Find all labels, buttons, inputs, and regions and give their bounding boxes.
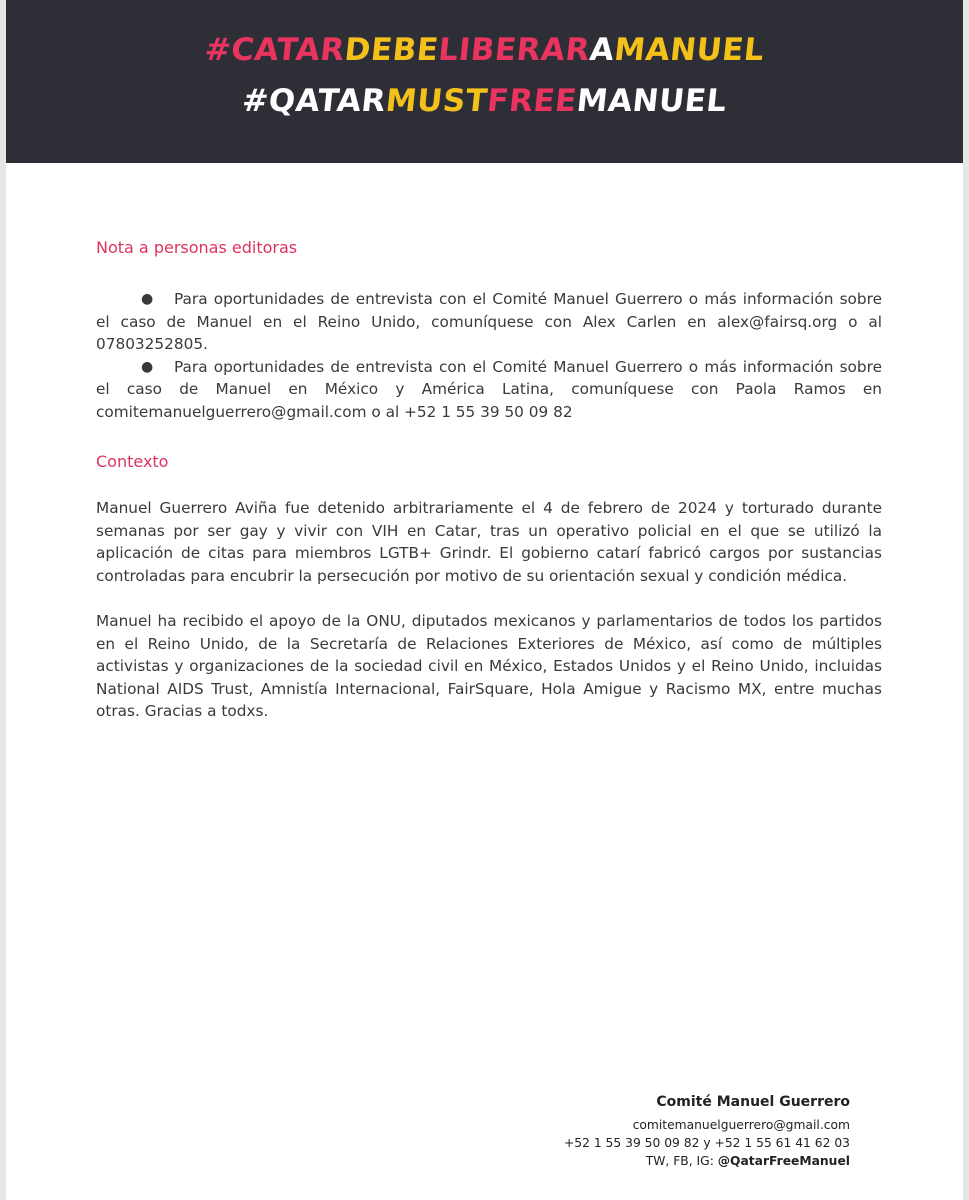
context-paragraph-1: Manuel Guerrero Aviña fue detenido arbitrariamente el 4 de febrero de 2024 y torturado durante semanas por ser gay y vivir con VIH en Catar, tras un operativo policial en el que se utilizó la aplicación de citas para miembros LGTB+ Grindr. El gobierno catarí fabricó cargos por sustancias controladas para encubrir la persecución por motivo de su orientación sexual y condición médica. — [96, 499, 882, 585]
tag-part: #CATAR — [202, 32, 347, 68]
tag-part: FREE — [485, 83, 579, 119]
header-banner — [6, 0, 963, 163]
footer-social — [564, 1152, 850, 1170]
notes-list — [96, 288, 882, 423]
tag-part: MANUEL — [612, 32, 767, 68]
footer-org-name: Comité Manuel Guerrero — [656, 1094, 850, 1110]
tag-part: LIBERAR — [436, 32, 592, 68]
context-paragraph-2: Manuel ha recibido el apoyo de la ONU, diputados mexicanos y parlamentarios de todos los partidos en el Reino Unido, de la Secretaría de Relaciones Exteriores de México, así como de múltiples activistas y organizaciones de la sociedad civil en México, Estados Unidos y el Reino Unido, incluidas National AIDS Trust, Amnistía Internacional, FairSquare, Hola Amigue y Racismo MX, entre muchas otras. Gracias a todxs. — [96, 612, 882, 720]
tag-part: #QATAR — [240, 83, 388, 119]
document-page — [6, 0, 963, 1200]
tag-part: DEBE — [342, 32, 441, 68]
social-handle: @QatarFreeManuel — [717, 1154, 850, 1168]
notes-heading: Nota a personas editoras — [96, 238, 298, 257]
hashtag-spanish — [4, 32, 965, 68]
tag-part: MANUEL — [574, 83, 729, 119]
list-item — [96, 288, 882, 356]
footer-email: comitemanuelguerrero@gmail.com — [632, 1118, 850, 1132]
hashtag-english — [4, 83, 965, 119]
bullet-text: Para oportunidades de entrevista con el Comité Manuel Guerrero o más información sobre el caso de Manuel en México y América Latina, comuníquese con Paola Ramos en comitemanuelguerrero@gmail.com o al +52 1 55 39 50 09 82 — [96, 357, 882, 421]
bullet-icon: ● — [141, 291, 154, 307]
bullet-icon: ● — [141, 358, 154, 375]
tag-part: A — [587, 32, 617, 68]
list-item — [96, 356, 882, 424]
footer-phones: +52 1 55 39 50 09 82 y +52 1 55 61 41 62 03 — [563, 1136, 850, 1150]
social-prefix: TW, FB, IG: — [645, 1154, 718, 1168]
context-heading: Contexto — [96, 452, 169, 471]
bullet-text: Para oportunidades de entrevista con el Comité Manuel Guerrero o más información sobre el caso de Manuel en el Reino Unido, comuníquese con Alex Carlen en alex@fairsq.org o al 07803252805. — [96, 290, 882, 353]
tag-part: MUST — [383, 83, 490, 119]
contact-footer — [564, 1094, 850, 1170]
